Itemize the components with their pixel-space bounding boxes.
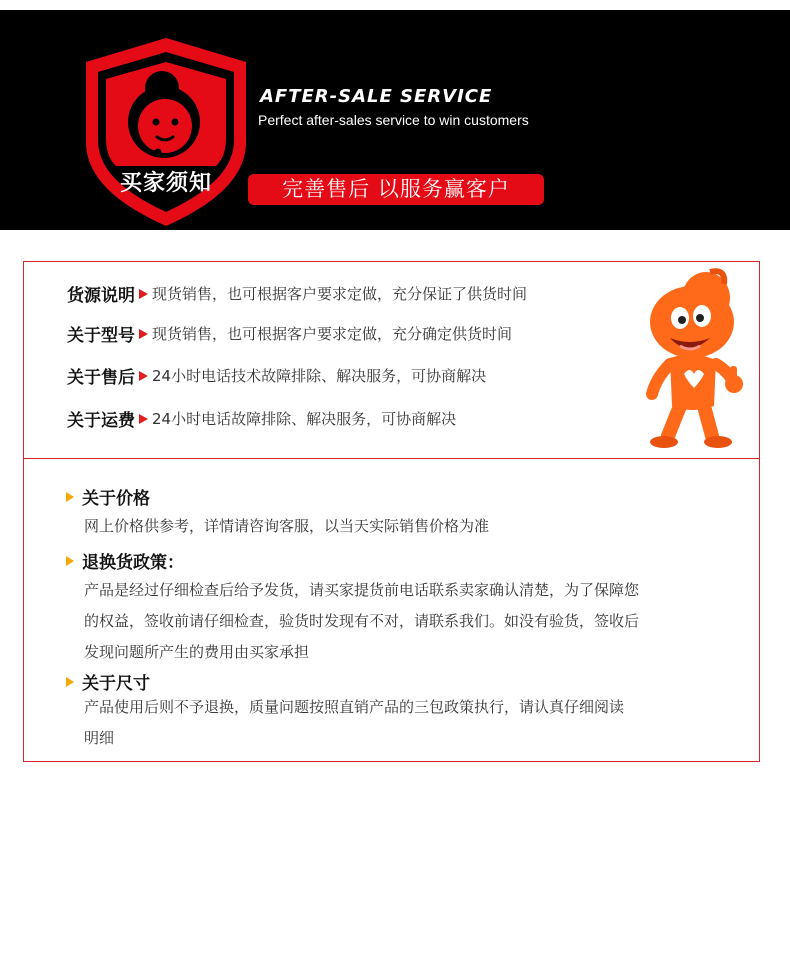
info-row-after-sale [67, 363, 486, 389]
banner-subtitle: Perfect after-sales service to win customers [258, 112, 529, 128]
red-triangle-arrow-icon [139, 289, 148, 299]
section-heading-return-policy [66, 548, 184, 573]
section-heading-text: 退换货政策： [82, 553, 184, 573]
info-text: 现货销售，也可根据客户要求定做，充分保证了供货时间 [152, 285, 528, 303]
red-triangle-arrow-icon [139, 414, 148, 424]
section-heading-text: 关于尺寸 [82, 674, 150, 694]
info-row-source [67, 281, 527, 307]
banner-slogan-pill: 完善售后 以服务赢客户 [248, 174, 544, 205]
info-label: 关于运费 [67, 411, 135, 431]
orange-triangle-bullet-icon [66, 556, 74, 566]
section-heading-price [66, 484, 150, 509]
section-paragraph-size [84, 692, 724, 754]
info-row-model [67, 321, 512, 347]
notice-divider [23, 458, 760, 459]
info-row-shipping [67, 406, 456, 432]
red-triangle-arrow-icon [139, 371, 148, 381]
info-label: 关于售后 [67, 368, 135, 388]
section-paragraph-price [84, 511, 724, 542]
info-label: 关于型号 [67, 326, 135, 346]
info-label: 货源说明 [67, 286, 135, 306]
shield-customer-service-icon [76, 32, 256, 232]
paragraph-line: 网上价格供参考，详情请咨询客服，以当天实际销售价格为准 [84, 517, 490, 535]
paragraph-line: 明细 [84, 729, 115, 747]
info-text: 现货销售，也可根据客户要求定做，充分确定供货时间 [152, 325, 513, 343]
paragraph-line: 产品使用后则不予退换，质量问题按照直销产品的三包政策执行，请认真仔细阅读 [84, 698, 625, 716]
buyer-notice-badge [76, 32, 256, 232]
info-text: 24小时电话技术故障排除、解决服务，可协商解决 [152, 367, 487, 385]
red-triangle-arrow-icon [139, 329, 148, 339]
section-paragraph-return-policy [84, 575, 724, 668]
mascot-illustration [640, 266, 750, 450]
section-heading-text: 关于价格 [82, 489, 150, 509]
paragraph-line: 的权益，签收前请仔细检查，验货时发现有不对，请联系我们。如没有验货，签收后 [84, 612, 640, 630]
paragraph-line: 产品是经过仔细检查后给予发货，请买家提货前电话联系卖家确认清楚，为了保障您 [84, 581, 640, 599]
info-text: 24小时电话故障排除、解决服务，可协商解决 [152, 410, 457, 428]
after-sale-banner [0, 10, 790, 230]
buyer-notice-label: 买家须知 [119, 171, 212, 196]
paragraph-line: 发现问题所产生的费用由买家承担 [84, 643, 310, 661]
banner-title: AFTER-SALE SERVICE [260, 86, 493, 107]
section-heading-size [66, 669, 150, 694]
orange-triangle-bullet-icon [66, 677, 74, 687]
orange-triangle-bullet-icon [66, 492, 74, 502]
